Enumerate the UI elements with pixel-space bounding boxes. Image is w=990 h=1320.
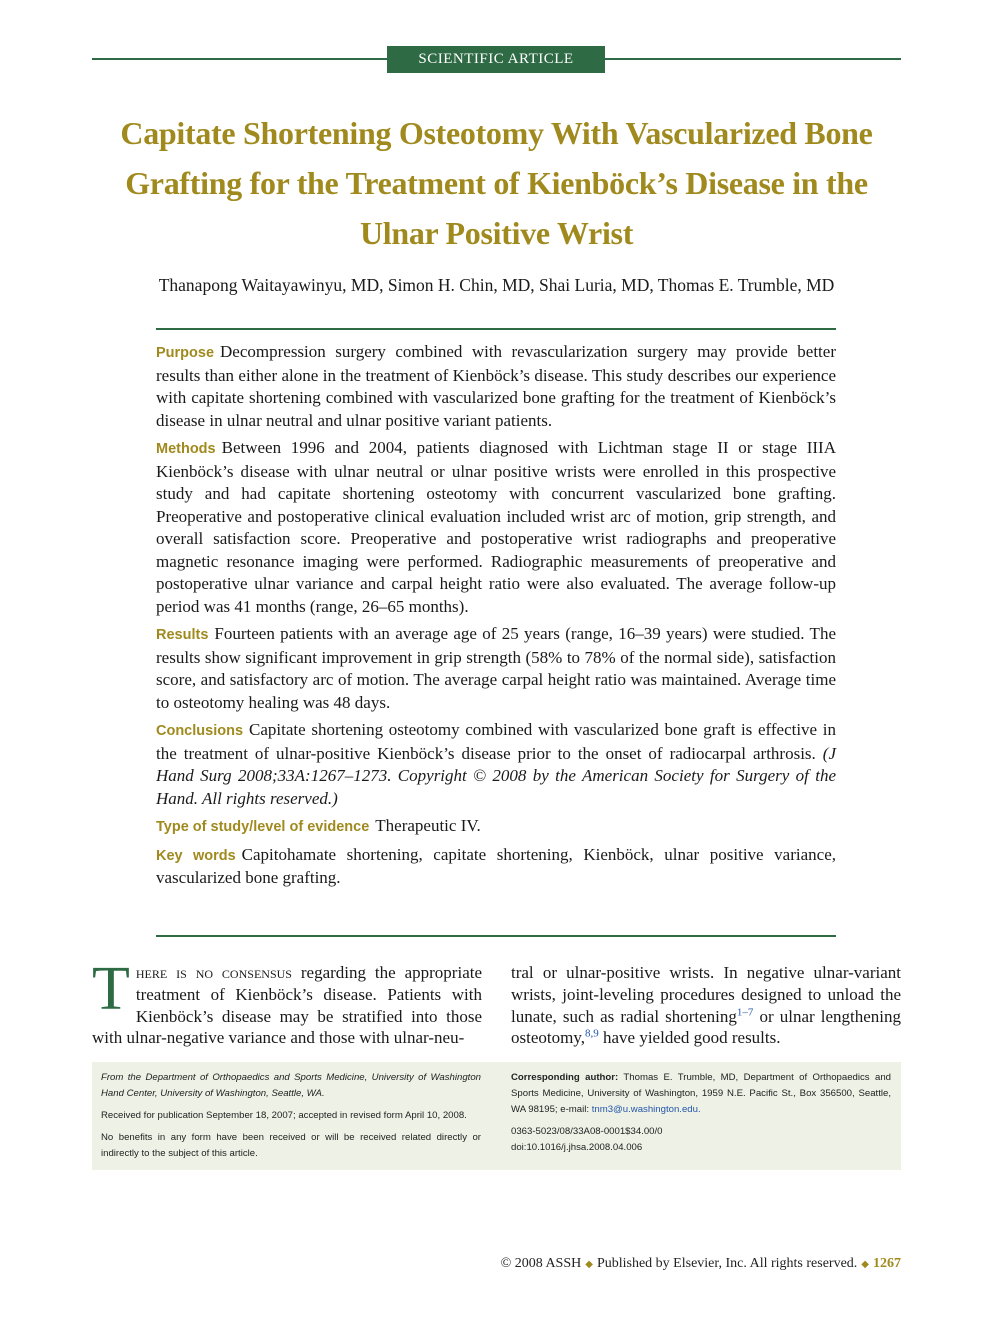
benefits-statement: No benefits in any form have been received or will be received related directly or indirectly to the subject of this article.	[101, 1132, 481, 1159]
body-column-left	[92, 955, 483, 1049]
methods-label: Methods	[156, 441, 216, 457]
body-column-right	[511, 962, 901, 1049]
abstract	[156, 341, 836, 895]
article-title: Capitate Shortening Osteotomy With Vascularized Bone Grafting for the Treatment of Kienböck’s Disease in the Ulnar Positive Wrist	[120, 115, 873, 251]
page-footer	[501, 1256, 901, 1272]
footnote-right	[511, 1070, 891, 1162]
lead-smallcaps: here is no consensus	[135, 963, 292, 982]
publisher: Published by Elsevier, Inc. All rights reserved.	[596, 1256, 858, 1271]
left-body-text: regarding the appropriate treatment of Kienböck’s disease. Patients with Kienböck’s disease may be stratified into those with ulnar-negative variance and those with ulnar-neu-	[92, 963, 483, 1048]
header-rule-right	[605, 58, 901, 60]
abstract-top-rule	[156, 328, 836, 330]
conclusions-label: Conclusions	[156, 723, 244, 739]
type-label: Type of study/level of evidence	[156, 819, 370, 835]
abstract-bottom-rule	[156, 935, 836, 937]
page-number: 1267	[873, 1256, 901, 1271]
doi: doi:10.1016/j.jhsa.2008.04.006	[511, 1142, 643, 1153]
citation: (J Hand Surg 2008;33A:1267–1273. Copyright © 2008 by the American Society for Surgery of the Hand. All rights reserved.)	[156, 743, 836, 808]
abstract-purpose	[156, 341, 836, 432]
affiliation: From the Department of Orthopaedics and Sports Medicine, University of Washington Hand Center, University of Washington, Seattle, WA.	[101, 1072, 481, 1099]
abstract-results	[156, 623, 836, 714]
author-list: Thanapong Waitayawinyu, MD, Simon H. Chin, MD, Shai Luria, MD, Thomas E. Trumble, MD	[158, 275, 835, 295]
right-body-text-b: or ulnar lengthening osteotomy,	[511, 1006, 902, 1048]
issn: 0363-5023/08/33A08-0001$34.00/0	[511, 1126, 663, 1137]
footnote-left	[101, 1070, 481, 1168]
keywords-label: Key words	[156, 847, 236, 864]
right-body-text-a: tral or ulnar-positive wrists. In negative ulnar-variant wrists, joint-leveling procedures designed to unload the lunate, such as radial shortening	[511, 963, 901, 1026]
copyright: © 2008 ASSH	[500, 1256, 582, 1271]
received-date: Received for publication September 18, 2007; accepted in revised form April 10, 2008.	[101, 1110, 467, 1121]
reference-link-8-9[interactable]: 8,9	[584, 1027, 599, 1040]
methods-text: Between 1996 and 2004, patients diagnosed with Lichtman stage II or stage IIIA Kienböck’s disease with ulnar neutral or ulnar positive wrists were enrolled in this prospective study and had capitate shortening osteotomy with concurrent vascularized bone grafting. Preoperative and postoperative clinical evaluation included wrist arc of motion, grip strength, and overall satisfaction score. Preoperative and postoperative wrist radiographs and preoperative magnetic resonance imaging were performed. Radiographic measurements of preoperative and postoperative ulnar variance and carpal height ratio were also evaluated. The average follow-up period was 41 months (range, 26–65 months).	[156, 438, 836, 616]
diamond-icon: ◆	[585, 1259, 593, 1270]
right-body-text-c: have yielded good results.	[602, 1028, 781, 1048]
header-rule-left	[92, 58, 387, 60]
abstract-methods	[156, 437, 836, 618]
abstract-type	[156, 815, 836, 839]
keywords-text: Capitohamate shortening, capitate shortening, Kienböck, ulnar positive variance, vascularized bone grafting.	[156, 844, 836, 887]
diamond-icon: ◆	[861, 1259, 869, 1270]
footnote-box	[92, 1062, 901, 1170]
corresponding-label: Corresponding author:	[511, 1072, 619, 1083]
abstract-conclusions	[156, 719, 836, 810]
conclusions-text: Capitate shortening osteotomy combined with vascularized bone graft is effective in the treatment of ulnar-positive Kienböck’s disease prior to the onset of radiocarpal arthrosis.	[156, 720, 836, 763]
results-label: Results	[156, 627, 209, 643]
reference-link-1-7[interactable]: 1–7	[736, 1005, 754, 1018]
drop-cap: T	[92, 955, 130, 1023]
abstract-keywords	[156, 844, 836, 890]
type-text: Therapeutic IV.	[375, 816, 481, 835]
purpose-label: Purpose	[156, 345, 215, 361]
results-text: Fourteen patients with an average age of 25 years (range, 16–39 years) were studied. The results show significant improvement in grip strength (58% to 78% of the normal side), satisfaction score, and satisfactory arc of motion. The average carpal height ratio was maintained. Average time to osteotomy healing was 48 days.	[156, 624, 836, 712]
corresponding-text: Thomas E. Trumble, MD, Department of Orthopaedics and Sports Medicine, University of Washington, 1959 N.E. Pacific St., Box 356500, Seattle, WA 98195; e-mail:	[511, 1072, 891, 1115]
purpose-text: Decompression surgery combined with revascularization surgery may provide better results than either alone in the treatment of Kienböck’s disease. This study describes our experience with capitate shortening combined with vascularized bone grafting for the treatment of Kienböck’s disease in ulnar neutral and ulnar positive variant patients.	[156, 342, 836, 430]
section-banner: SCIENTIFIC ARTICLE	[387, 46, 605, 73]
email-link[interactable]: tnm3@u.washington.edu.	[591, 1104, 701, 1115]
